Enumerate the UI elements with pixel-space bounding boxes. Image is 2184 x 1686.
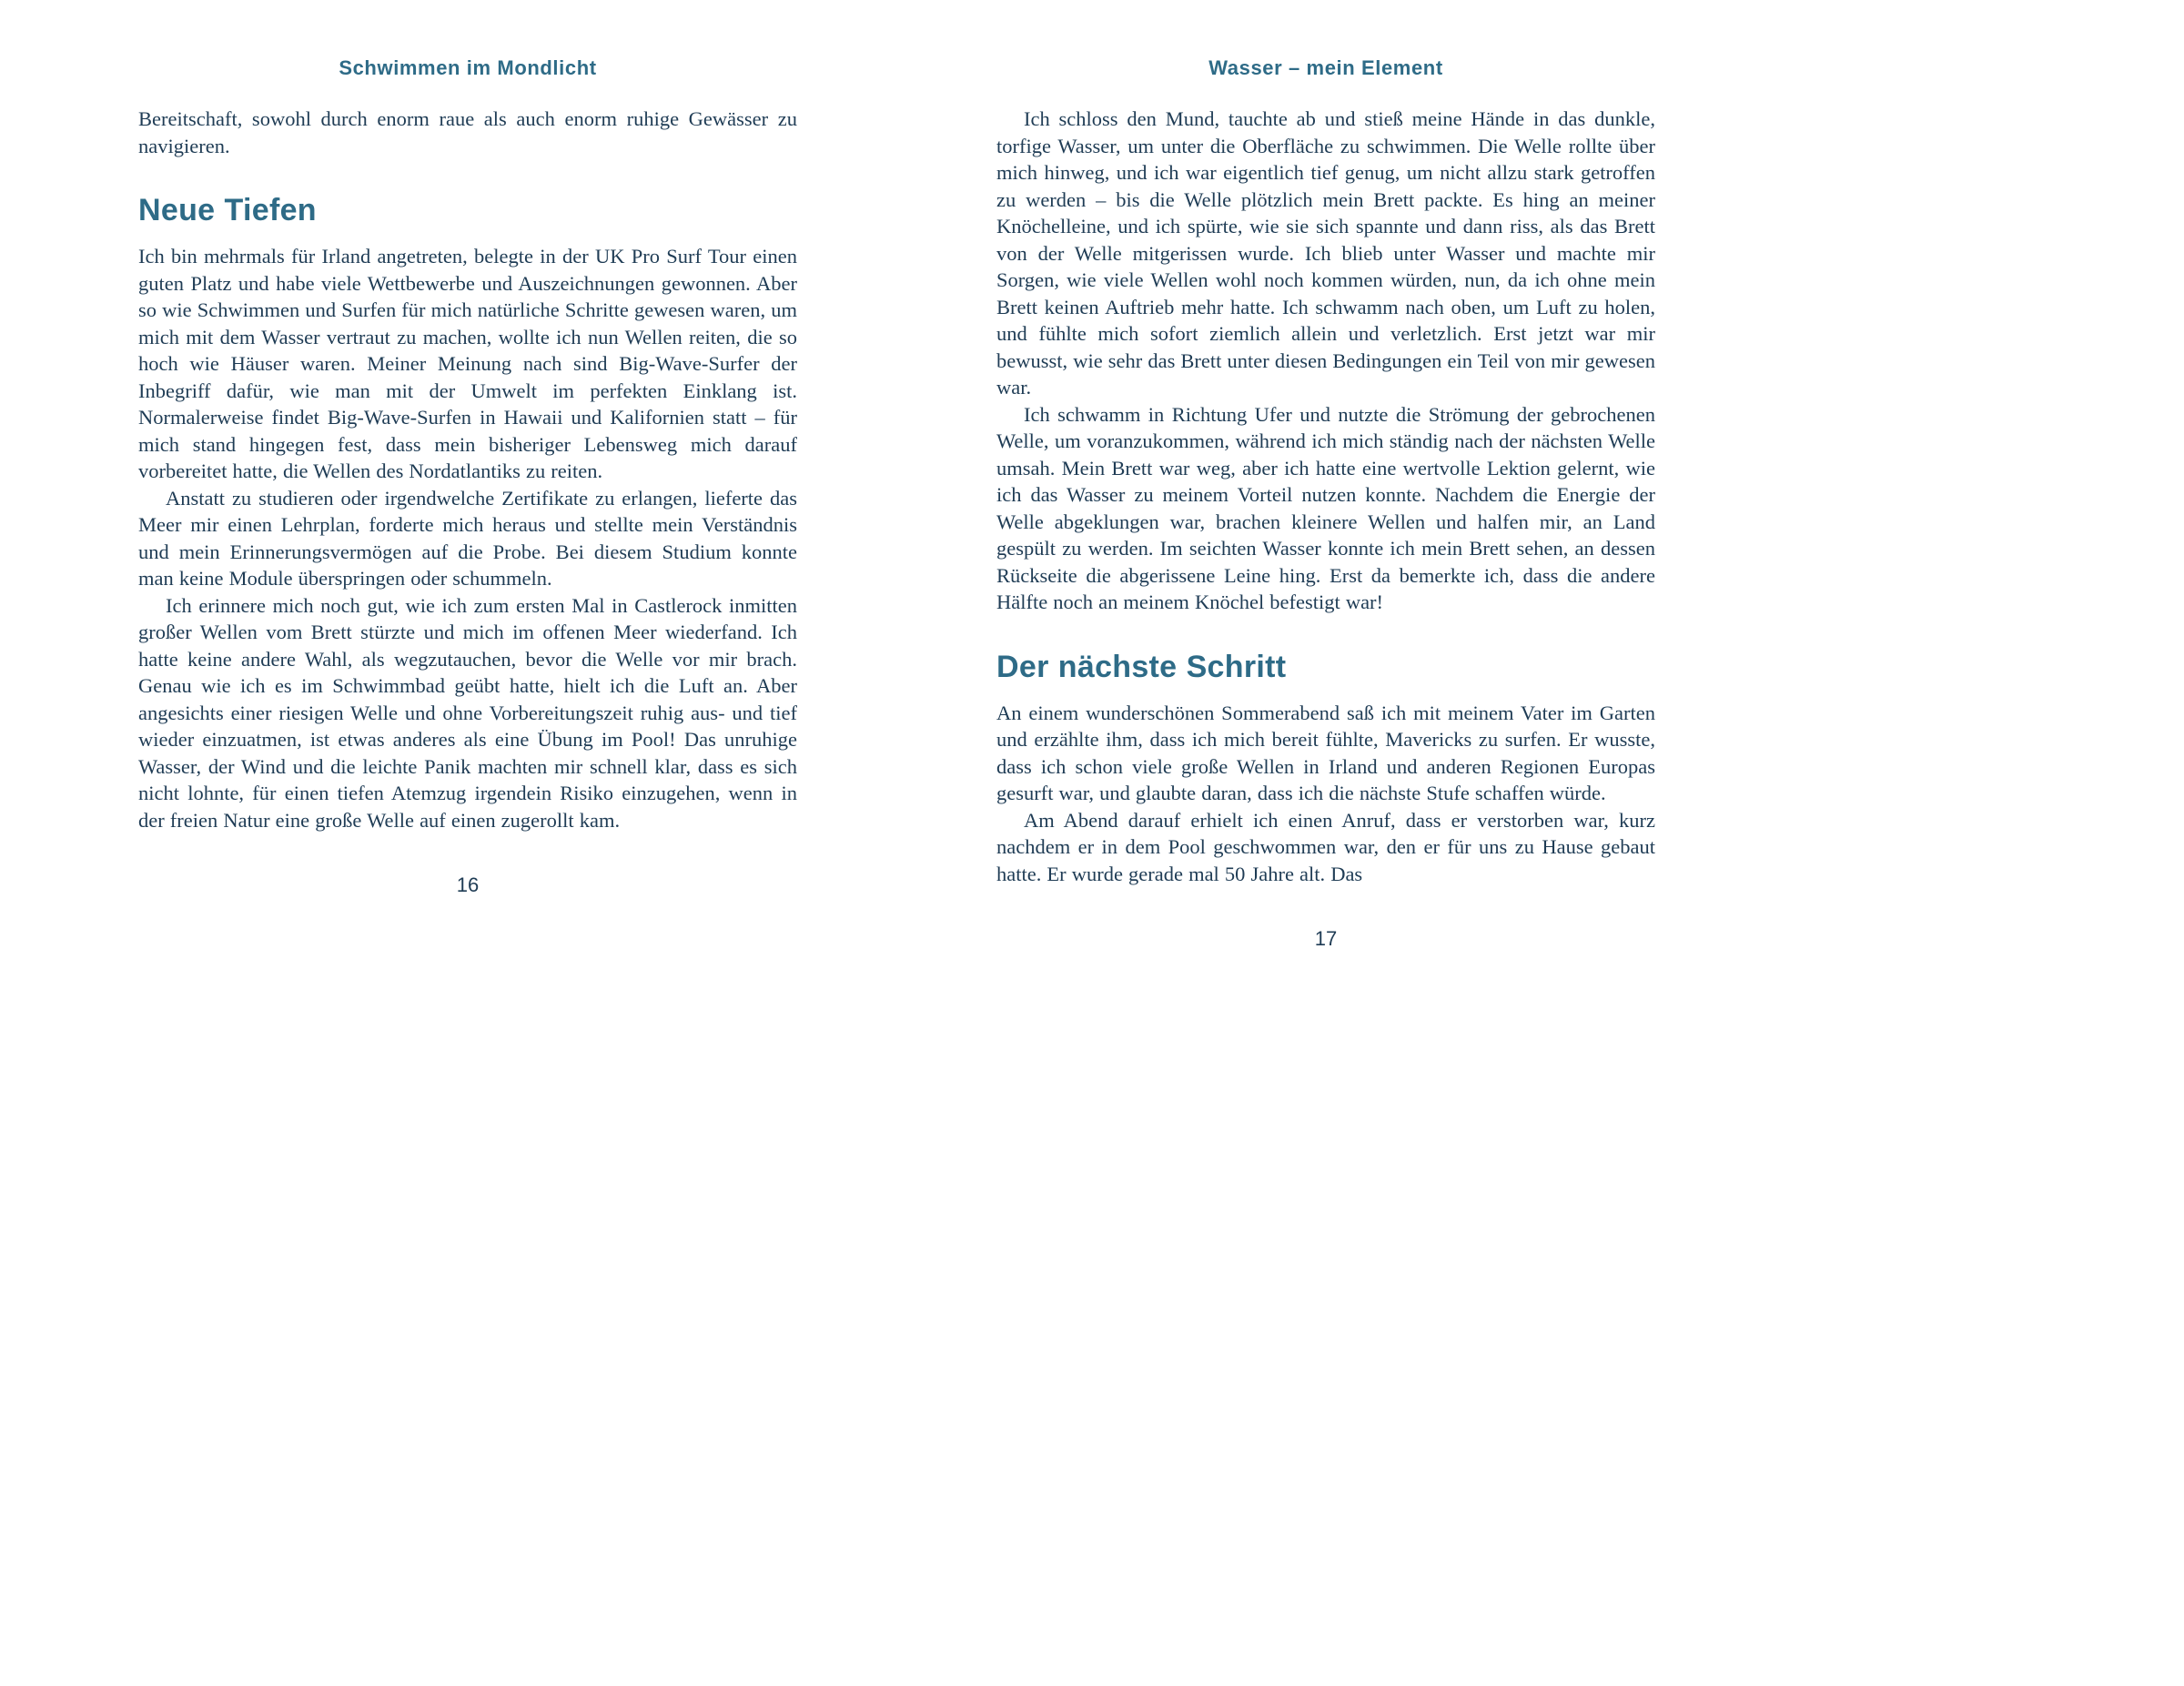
right-page bbox=[996, 0, 1655, 1686]
running-header-left: Schwimmen im Mondlicht bbox=[339, 56, 597, 79]
left-page bbox=[138, 0, 797, 1686]
paragraph: Ich schloss den Mund, tauchte ab und stieß meine Hände in das dunkle, torfige Wasser, um unter die Oberfläche zu schwimmen. Die Welle rollte über mich hinweg, und ich war eigentlich tief genug, um nicht allzu stark getroffen zu werden – bis die Welle plötzlich mein Brett packte. Es hing an meiner Knöchelleine, und ich spürte, wie sie sich spannte und dann riss, als das Brett von der Welle mitgerissen wurde. Ich blieb unter Wasser und machte mir Sorgen, wie viele Wellen wohl noch kommen würden, nun, da ich ohne mein Brett keinen Auftrieb mehr hatte. Ich schwamm nach oben, um Luft zu holen, und fühlte mich sofort ziemlich allein und verletzlich. Erst jetzt war mir bewusst, wie sehr das Brett unter diesen Bedingungen ein Teil von mir gewesen war. bbox=[996, 107, 1655, 399]
page-number-right: 17 bbox=[1314, 927, 1338, 950]
paragraph: Anstatt zu studieren oder irgendwelche Zertifikate zu erlangen, lieferte das Meer mir einen Lehrplan, forderte mich heraus und stellte mein Verständnis und mein Erinnerungsvermögen auf die Probe. Bei diesem Studium konnte man keine Module überspringen oder schummeln. bbox=[138, 486, 797, 590]
section-heading: Der nächste Schritt bbox=[996, 649, 1287, 684]
running-header-right: Wasser – mein Element bbox=[1208, 56, 1443, 79]
paragraph: Ich schwamm in Richtung Ufer und nutzte die Strömung der gebrochenen Welle, um voranzukommen, während ich mich ständig nach der nächsten Welle umsah. Mein Brett war weg, aber ich hatte eine wertvolle Lektion gelernt, wie ich das Wasser zu meinem Vorteil nutzen konnte. Nachdem die Energie der Welle abgeklungen war, brachen kleinere Wellen und halfen mir, an Land gespült zu werden. Im seichten Wasser konnte ich mein Brett sehen, an dessen Rückseite die abgerissene Leine hing. Erst da bemerkte ich, dass die andere Hälfte noch an meinem Knöchel befestigt war! bbox=[996, 402, 1655, 613]
paragraph: Ich bin mehrmals für Irland angetreten, belegte in der UK Pro Surf Tour einen guten Platz und habe viele Wettbewerbe und Auszeichnungen gewonnen. Aber so wie Schwimmen und Surfen für mich natürliche Schritte gewesen waren, um mich mit dem Wasser vertraut zu machen, wollte ich nun Wellen reiten, die so hoch wie Häuser waren. Meiner Meinung nach sind Big-Wave-Surfer der Inbegriff dafür, wie man mit der Umwelt im perfekten Einklang ist. Normalerweise findet Big-Wave-Surfen in Hawaii und Kalifornien statt – für mich stand hingegen fest, dass mein bisheriger Lebensweg mich darauf vorbereitet hatte, die Wellen des Nordatlantiks zu reiten. bbox=[138, 245, 797, 482]
paragraph: An einem wunderschönen Sommerabend saß ich mit meinem Vater im Garten und erzählte ihm, dass ich mich bereit fühlte, Mavericks zu surfen. Er wusste, dass ich schon viele große Wellen in Irland und anderen Regionen Europas gesurft war, und glaubte daran, dass ich die nächste Stufe schaffen würde. bbox=[996, 701, 1655, 804]
paragraph: Ich erinnere mich noch gut, wie ich zum ersten Mal in Castlerock inmitten großer Wellen vom Brett stürzte und mich im offenen Meer wiederfand. Ich hatte keine andere Wahl, als wegzutauchen, bevor die Welle vor mir brach. Genau wie ich es im Schwimmbad geübt hatte, hielt ich die Luft an. Aber angesichts einer riesigen Welle und ohne Vorbereitungszeit ruhig aus- und tief wieder einzuatmen, ist etwas anderes als eine Übung im Pool! Das unruhige Wasser, der Wind und die leichte Panik machten mir schnell klar, dass es sich nicht lohnte, für einen tiefen Atemzug irgendein Risiko einzugehen, wenn in der freien Natur eine große Welle auf einen zugerollt kam. bbox=[138, 593, 797, 832]
paragraph: Bereitschaft, sowohl durch enorm raue als auch enorm ruhige Gewässer zu navigieren. bbox=[138, 107, 797, 157]
paragraph: Am Abend darauf erhielt ich einen Anruf, dass er verstorben war, kurz nachdem er in dem Pool geschwommen war, den er für uns zu Hause gebaut hatte. Er wurde gerade mal 50 Jahre alt. Das bbox=[996, 808, 1655, 885]
page-text-right bbox=[996, 106, 1655, 887]
page-text-left bbox=[138, 106, 797, 833]
page-number-left: 16 bbox=[456, 873, 480, 896]
section-heading: Neue Tiefen bbox=[138, 193, 317, 227]
